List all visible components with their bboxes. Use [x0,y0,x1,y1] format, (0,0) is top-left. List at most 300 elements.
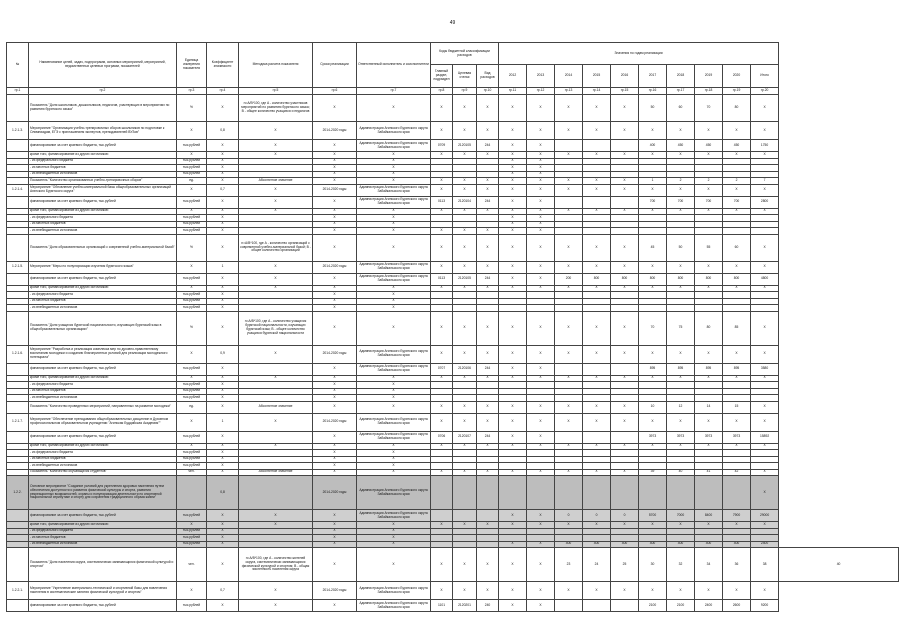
table-cell: X [527,541,555,548]
table-cell: X [313,273,357,285]
table-cell: X [611,208,639,215]
table-row [7,311,899,345]
table-cell [431,476,453,510]
row-name-cell: Мероприятие "Укрепление материально-технической и спортивной базы для вовлечения населения в систематические занятия физической культурой и спортом" [29,582,177,600]
table-cell: X [695,152,723,159]
table-cell: тыс.рублей [177,363,207,375]
table-cell: X [313,522,357,529]
table-cell: X [313,395,357,402]
column-number-cell: гр.1 [7,88,29,95]
table-cell: X [207,165,239,172]
table-cell: 55 [695,234,723,261]
table-cell: X [527,122,555,140]
table-cell: X [527,184,555,196]
table-cell: X [453,413,477,431]
table-cell: X [583,522,611,529]
table-cell: X [313,221,357,228]
table-cell: X [555,413,583,431]
table-cell: 2014-2020 годы [313,476,357,510]
table-cell: X [313,158,357,165]
column-number-cell: гр.14 [583,88,611,95]
table-cell: 700 [695,196,723,208]
table-cell: X [453,522,477,529]
column-number-cell: гр.10 [477,88,499,95]
table-cell: X [313,208,357,215]
row-name-cell: Мероприятие "Обновление учебно-материальной базы общеобразовательных организаций Агинского Бурятского округа" [29,184,177,196]
table-cell: Администрация Агинского Бурятского округа Забайкальского края [357,510,431,522]
table-cell: 25 [611,548,639,582]
table-cell: 450 [723,140,751,152]
table-cell: X [527,165,555,172]
table-cell: X [611,152,639,159]
table-cell: X [313,510,357,522]
table-cell: X [239,375,313,382]
table-cell: X [723,261,751,273]
table-cell: 0 [611,510,639,522]
row-name-cell: финансирование за счет краевого бюджета, тыс.рублей [29,363,177,375]
table-row [7,582,899,600]
table-cell: X [453,122,477,140]
table-cell [583,363,611,375]
table-cell: X [639,152,667,159]
table-cell: Абсолютное значение [239,178,313,185]
table-cell: чел. [177,548,207,582]
table-cell: 244 [477,140,499,152]
table-cell: X [499,122,527,140]
table-cell: Администрация Агинского Бурятского округа Забайкальского края [357,261,431,273]
table-cell: X [207,388,239,395]
row-number-cell: 1.2.1.6. [7,345,29,363]
table-cell: 85 [723,311,751,345]
header-responsible: Ответственный исполнитель и соисполнители [357,43,431,88]
row-number-cell: 1.2.2.1. [7,582,29,600]
table-cell [177,476,207,510]
table-cell: тыс.рублей [177,463,207,470]
table-cell: Администрация Агинского Бурятского округа Забайкальского края [357,413,431,431]
table-cell [611,363,639,375]
table-cell: X [499,273,527,285]
table-cell: X [751,234,779,261]
table-cell: X [751,522,779,529]
column-number-cell: гр.12 [527,88,555,95]
table-cell: 80 [695,311,723,345]
table-cell: X [611,122,639,140]
table-cell: X [431,345,453,363]
table-cell: X [499,510,527,522]
table-cell: X [357,395,431,402]
table-cell: X [555,178,583,185]
table-cell: X [431,228,453,235]
table-cell [639,476,667,510]
table-cell: X [527,221,555,228]
table-cell: n=А/В*100, где А - количество организаций с современной учебно-материальной базой; В - общее количество организаций [239,234,313,261]
table-cell: X [583,122,611,140]
table-cell: 895 [723,363,751,375]
row-number-cell [7,273,29,285]
table-cell: X [453,285,477,292]
table-row [7,95,899,122]
table-cell [583,431,611,443]
table-cell: X [583,345,611,363]
table-cell: X [695,413,723,431]
table-cell: X [431,122,453,140]
table-cell: X [499,152,527,159]
table-cell: X [499,600,527,612]
table-cell: 400 [723,541,751,548]
table-cell: X [453,208,477,215]
table-cell: 2 [723,178,751,185]
column-number-cell: гр.2 [29,88,177,95]
table-cell: X [499,311,527,345]
table-cell: X [527,140,555,152]
table-cell: Администрация Агинского Бурятского округа Забайкальского края [357,600,431,612]
table-cell: Администрация Агинского Бурятского округа Забайкальского края [357,196,431,208]
table-cell: X [723,208,751,215]
table-cell: 3580 [751,363,779,375]
row-number-cell [7,401,29,413]
table-cell: 895 [695,363,723,375]
table-cell: тыс.рублей [177,528,207,535]
table-cell: X [431,522,453,529]
table-cell: 2014-2020 годы [313,345,357,363]
table-cell: 42 [723,469,751,476]
table-cell: n=А/В*100, где А - количество учащихся бурятской национальности, изучающих бурятский язык; В - общее количество учащихся бурятской национальности [239,311,313,345]
row-name-cell: кроме того, финансирование из других источников: [29,285,177,292]
header-code-cell: Главный раздел, подраздел [431,65,453,88]
table-cell: X [313,600,357,612]
table-cell: X [239,443,313,450]
table-cell: X [499,375,527,382]
row-number-cell [7,95,29,122]
table-cell [239,431,313,443]
table-cell: X [313,456,357,463]
header-year-cell: 2017 [639,65,667,88]
table-cell: 2014-2020 годы [313,122,357,140]
table-cell: X [313,541,357,548]
table-cell: X [723,582,751,600]
table-cell: 2014-2020 годы [313,582,357,600]
table-cell: X [313,469,357,476]
row-number-cell [7,548,29,582]
row-number-cell [7,600,29,612]
table-cell: 7 [751,178,779,185]
table-cell: X [555,122,583,140]
table-cell: X [431,548,453,582]
row-name-cell: Показатель "Доля школьников, дошкольников, педагогов, участвующих в мероприятиях по развитию бурятского языка" [29,95,177,122]
table-cell: X [639,122,667,140]
table-cell: 30 [639,548,667,582]
header-unit: Единица измерения показателя [177,43,207,88]
row-number-cell [7,311,29,345]
header-year-cell: 2012 [499,65,527,88]
row-name-cell: финансирование за счет краевого бюджета, тыс.рублей [29,140,177,152]
table-cell: X [667,375,695,382]
table-cell: X [239,208,313,215]
table-cell: X [751,311,779,345]
table-cell: 895 [639,363,667,375]
table-cell: X [357,535,431,542]
table-row [7,234,899,261]
table-cell [555,476,583,510]
table-cell: X [555,184,583,196]
table-cell: X [527,234,555,261]
table-cell: 400 [639,541,667,548]
table-cell: X [207,535,239,542]
table-row [7,363,899,375]
table-cell: % [177,311,207,345]
table-cell: X [477,152,499,159]
table-cell: 244 [477,196,499,208]
table-cell: X [477,401,499,413]
table-cell: X [555,152,583,159]
table-cell: ед. [177,401,207,413]
table-cell: тыс.рублей [177,510,207,522]
table-cell: 60 [723,234,751,261]
row-name-cell: - из внебюджетных источников [29,228,177,235]
table-cell: X [431,95,453,122]
table-cell: X [499,178,527,185]
table-cell: 1 [207,261,239,273]
header-year-cell: 2020 [723,65,751,88]
table-cell: 700 [667,196,695,208]
table-cell: X [207,363,239,375]
table-cell: X [695,345,723,363]
table-cell: X [583,208,611,215]
row-name-cell: - из федерального бюджета [29,528,177,535]
table-cell [611,476,639,510]
table-cell: 39 [639,469,667,476]
table-cell: X [357,463,431,470]
table-cell: X [499,171,527,178]
table-row [7,345,899,363]
table-cell: 244 [477,273,499,285]
table-cell: 50 [667,234,695,261]
table-cell: X [357,375,431,382]
table-cell: 7000 [667,510,695,522]
table-cell [667,476,695,510]
table-cell: 1 [639,178,667,185]
table-cell: X [357,215,431,222]
table-cell: X [695,122,723,140]
table-cell: Администрация Агинского Бурятского округа Забайкальского края [357,122,431,140]
table-cell: X [207,443,239,450]
table-cell: X [695,208,723,215]
row-number-cell [7,363,29,375]
table-cell: X [527,261,555,273]
table-cell: % [177,95,207,122]
table-cell: X [313,234,357,261]
table-cell: 2120106 [453,363,477,375]
table-cell: X [499,548,527,582]
table-cell [453,510,477,522]
table-cell: X [611,261,639,273]
table-cell [611,431,639,443]
table-cell: 2800 [751,196,779,208]
table-cell: X [431,443,453,450]
table-cell: 2100 [639,600,667,612]
table-cell: X [555,345,583,363]
table-cell: X [499,413,527,431]
table-cell: X [527,522,555,529]
table-cell: X [177,443,207,450]
table-cell: X [357,401,431,413]
table-cell: X [611,311,639,345]
table-cell: X [239,122,313,140]
table-cell: X [527,582,555,600]
table-cell: X [239,140,313,152]
table-cell: X [453,184,477,196]
header-coef: Коэффициент значимости [207,43,239,88]
row-number-cell: 1.2.1.5. [7,261,29,273]
table-cell [431,510,453,522]
table-cell [555,600,583,612]
table-cell: X [313,450,357,457]
table-cell: X [527,363,555,375]
table-cell: 2120105 [453,273,477,285]
table-cell: X [431,184,453,196]
table-cell: X [357,208,431,215]
table-cell: 15892 [751,431,779,443]
table-cell: X [555,208,583,215]
table-cell: X [239,273,313,285]
table-cell: 1101 [431,600,453,612]
row-name-cell: - из внебюджетных источников [29,541,177,548]
table-cell: X [207,158,239,165]
table-cell: X [527,548,555,582]
table-cell: X [177,582,207,600]
table-cell: 0,7 [207,184,239,196]
row-name-cell: - из федерального бюджета [29,215,177,222]
table-cell: X [639,184,667,196]
row-name-cell: - из внебюджетных источников [29,305,177,312]
header-term: Сроки реализации [313,43,357,88]
column-number-cell: гр.5 [239,88,313,95]
table-cell: X [357,456,431,463]
table-cell: X [239,413,313,431]
table-cell: X [207,401,239,413]
table-cell: 1 [207,413,239,431]
table-cell: 240 [477,600,499,612]
table-cell: 2014-2020 годы [313,261,357,273]
table-cell: X [431,582,453,600]
column-number-cell: гр.9 [453,88,477,95]
table-cell: 700 [639,196,667,208]
table-cell: X [177,375,207,382]
table-cell: X [751,208,779,215]
table-cell: 2120107 [453,431,477,443]
table-cell: X [611,413,639,431]
table-cell: X [639,443,667,450]
row-name-cell: - из местных бюджетов [29,535,177,542]
table-cell: X [527,158,555,165]
table-cell: X [639,285,667,292]
table-cell: X [611,184,639,196]
table-row [7,510,899,522]
table-cell: X [477,184,499,196]
table-cell: % [177,234,207,261]
table-cell: X [527,469,555,476]
table-cell: X [527,152,555,159]
table-cell: X [357,311,431,345]
table-cell [555,431,583,443]
table-cell: X [527,311,555,345]
table-cell: X [723,345,751,363]
table-cell: 0113 [431,273,453,285]
table-cell: X [751,413,779,431]
row-name-cell: Мероприятие "Меры по популяризации изучения бурятского языка" [29,261,177,273]
table-cell: X [751,95,779,122]
table-cell: X [499,443,527,450]
table-cell: X [611,443,639,450]
table-cell: 12 [667,401,695,413]
table-cell: 36 [723,548,751,582]
table-cell [527,476,555,510]
table-cell [499,476,527,510]
table-cell: X [583,375,611,382]
table-cell: X [313,285,357,292]
table-row [7,273,899,285]
table-cell: 40 [667,469,695,476]
table-cell: X [177,522,207,529]
table-cell: X [751,285,779,292]
table-cell: X [695,522,723,529]
table-row [7,261,899,273]
column-number-cell: гр.6 [313,88,357,95]
table-cell: X [207,510,239,522]
column-number-cell: гр.17 [667,88,695,95]
table-cell: X [357,541,431,548]
row-number-cell: 1.2.1.7. [7,413,29,431]
table-cell: X [583,311,611,345]
row-number-cell: 1.2.2. [7,476,29,510]
table-cell: X [453,261,477,273]
table-cell: X [667,261,695,273]
row-name-cell: - из местных бюджетов [29,456,177,463]
row-name-cell: Показатель "Количество обучающихся студентов" [29,469,177,476]
table-cell: X [695,375,723,382]
table-cell: X [723,413,751,431]
table-cell [583,196,611,208]
table-cell: 800 [611,273,639,285]
header-values-group: Значения по годам реализации [499,43,779,65]
table-cell: X [499,140,527,152]
table-cell: X [313,215,357,222]
table-cell: X [527,196,555,208]
table-cell: X [695,261,723,273]
table-cell: X [751,443,779,450]
table-cell: 15 [723,401,751,413]
table-cell: X [723,184,751,196]
program-table [6,42,899,612]
table-cell: X [583,152,611,159]
table-cell: X [667,152,695,159]
table-cell: 895 [667,363,695,375]
table-cell: X [357,292,431,299]
table-cell: X [177,413,207,431]
table-cell: X [477,122,499,140]
table-cell: X [357,388,431,395]
table-cell: тыс.рублей [177,158,207,165]
table-cell: X [357,305,431,312]
table-cell: X [723,522,751,529]
row-name-cell: - из федерального бюджета [29,450,177,457]
table-cell: X [313,311,357,345]
row-name-cell: - из внебюджетных источников [29,463,177,470]
table-cell: Администрация Агинского Бурятского округа Забайкальского края [357,345,431,363]
table-cell: 0,8 [207,122,239,140]
table-cell: X [583,184,611,196]
row-name-cell: Основное мероприятие "Создание условий для укрепления здоровья населения путем обеспечения доступности и развития физической культуры и спорта, развития рекреационных возможностей, охраны и популяризации деятельности по спортивной национальной атрибутике и спорту для сохранения традиционного образа жизни" [29,476,177,510]
